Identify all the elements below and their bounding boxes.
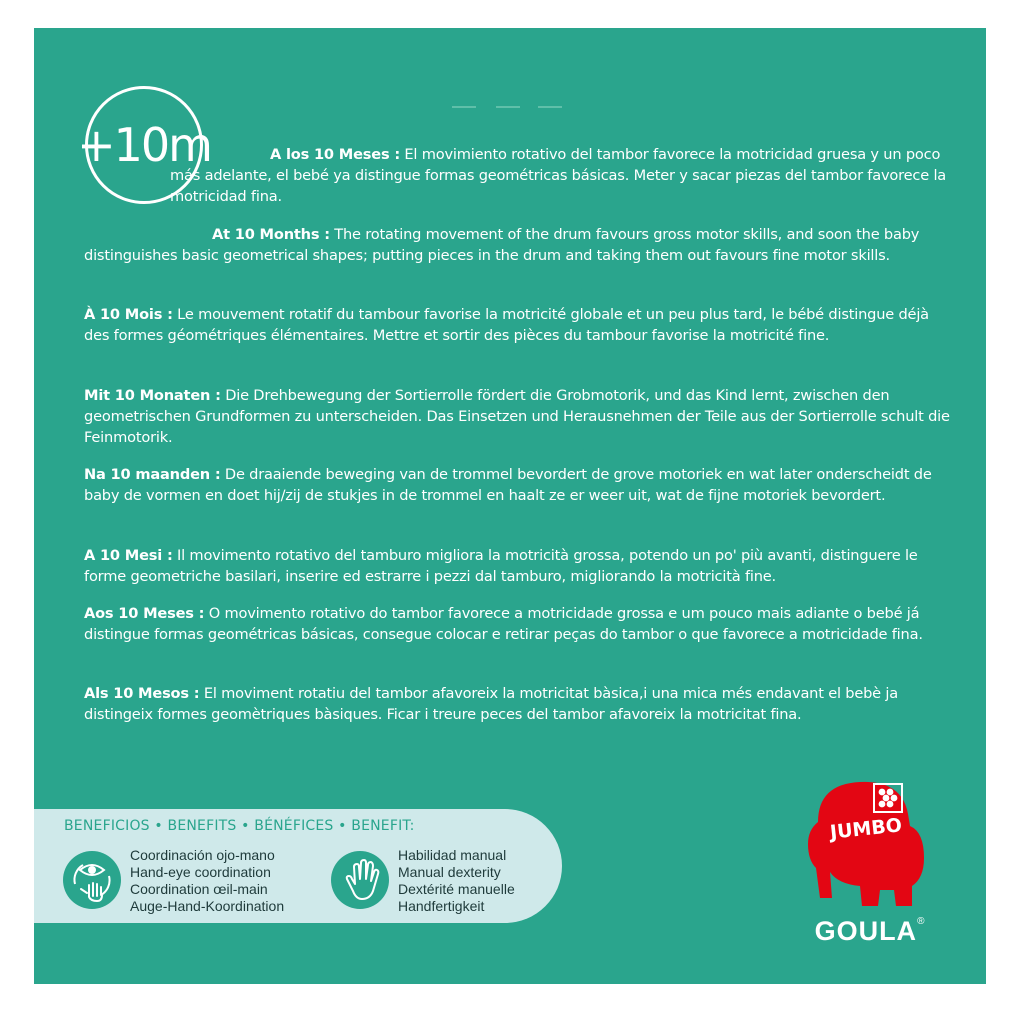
description-text: Le mouvement rotatif du tambour favorise la motricité globale et un peu plus tard, le bébé distingue déjà des formes géométriques élémentaires. Mettre et sortir des pièces du tambour favorise la motricité fine.: [84, 306, 929, 344]
benefits-band: [34, 809, 562, 923]
description-nl: [84, 464, 954, 506]
benefit-line: Handfertigkeit: [398, 898, 485, 914]
description-es: [170, 144, 954, 207]
description-text: De draaiende beweging van de trommel bevordert de grove motoriek en wat later onderscheidt de baby de vormen en doet hij/zij de stukjes in de trommel en haalt ze er weer uit, wat de fijne motoriek bevordert.: [84, 466, 932, 504]
goula-wordmark: [798, 916, 942, 947]
description-text: El movimiento rotativo del tambor favorece la motricidad gruesa y un poco más adelante, el bebé ya distingue formas geométricas básicas. Meter y sacar piezas del tambor favorece la motricidad fina.: [170, 146, 947, 205]
description-lead: At 10 Months :: [212, 226, 330, 243]
goula-name: GOULA: [814, 916, 918, 946]
benefit-line: Auge-Hand-Koordination: [130, 898, 285, 914]
description-text: Die Drehbewegung der Sortierrolle fördert die Grobmotorik, und das Kind lernt, zwischen den geometrischen Grundformen zu unterscheiden. Das Einsetzen und Herausnehmen der Teile aus der Sortierrolle schult die Feinmotorik.: [84, 387, 950, 446]
description-lead: Na 10 maanden :: [84, 466, 221, 483]
jumbo-wordmark: JUMBO: [829, 814, 903, 844]
description-lead: Als 10 Mesos :: [84, 685, 200, 702]
benefit-line: Coordination œil-main: [130, 881, 268, 897]
description-pt: [84, 603, 954, 645]
hand-icon: [331, 851, 389, 909]
description-lead: A 10 Mesi :: [84, 547, 173, 564]
benefit-line: Coordinación ojo-mano: [130, 847, 275, 863]
benefits-title: BENEFICIOS • BENEFITS • BÉNÉFICES • BENEFIT:: [64, 818, 415, 834]
manual-benefit-list: [398, 847, 515, 915]
description-lead: Aos 10 Meses :: [84, 605, 205, 622]
benefit-line: Dextérité manuelle: [398, 881, 515, 897]
product-info-panel: [34, 28, 986, 984]
benefit-line: Manual dexterity: [398, 864, 501, 880]
description-lead: A los 10 Meses :: [270, 146, 400, 163]
description-text: The rotating movement of the drum favours gross motor skills, and soon the baby distinguishes basic geometrical shapes; putting pieces in the drum and taking them out favours fine motor skills.: [84, 226, 920, 264]
description-ca: [84, 683, 954, 725]
top-decorative-marks: [452, 104, 582, 110]
description-it: [84, 545, 954, 587]
description-fr: [84, 304, 954, 346]
description-en: [84, 224, 954, 266]
age-badge: +10m: [85, 86, 203, 204]
registered-mark: ®: [917, 916, 926, 927]
brand-logo: [798, 774, 958, 950]
description-text: El moviment rotatiu del tambor afavoreix la motricitat bàsica,i una mica més endavant el bebè ja distingeix formes geomètriques bàsiques. Ficar i treure peces del tambor afavoreix la motricitat fina.: [84, 685, 898, 723]
benefit-line: Hand-eye coordination: [130, 864, 271, 880]
description-lead: Mit 10 Monaten :: [84, 387, 221, 404]
description-de: [84, 385, 954, 448]
eye-hand-icon: [63, 851, 121, 909]
description-text: Il movimento rotativo del tamburo migliora la motricità grossa, potendo un po' più avanti, distinguere le forme geometriche basilari, inserire ed estrarre i pezzi dal tamburo, migliorando la motricità fine.: [84, 547, 918, 585]
description-text: O movimento rotativo do tambor favorece a motricidade grossa e um pouco mais adiante o bebé já distingue formas geométricas básicas, consegue colocar e retirar peças do tambor o que favorece a motricidade fina.: [84, 605, 923, 643]
benefit-line: Habilidad manual: [398, 847, 507, 863]
eye-hand-benefit-list: [130, 847, 284, 915]
description-lead: À 10 Mois :: [84, 306, 173, 323]
